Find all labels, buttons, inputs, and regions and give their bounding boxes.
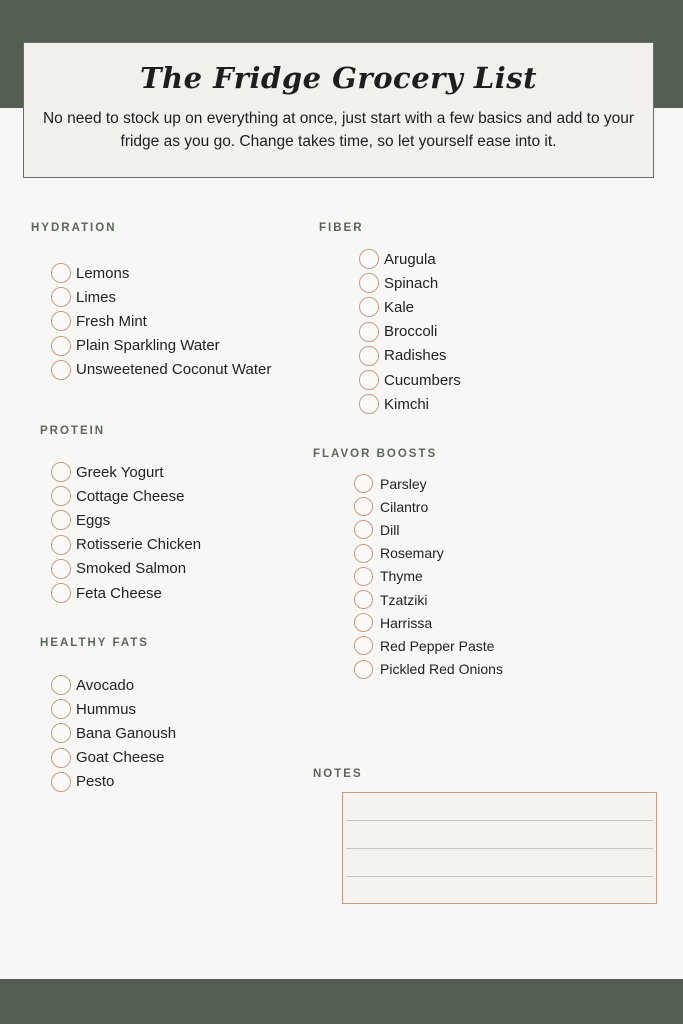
checkbox-circle-icon[interactable]: [51, 336, 71, 356]
list-item[interactable]: [354, 565, 503, 588]
section-fiber: [319, 222, 461, 416]
checkbox-circle-icon[interactable]: [51, 360, 71, 380]
hydration-list: [51, 261, 271, 382]
checkbox-circle-icon[interactable]: [354, 497, 373, 516]
list-item[interactable]: [51, 721, 176, 745]
checkbox-circle-icon[interactable]: [51, 486, 71, 506]
list-item[interactable]: [51, 746, 176, 770]
checkbox-circle-icon[interactable]: [51, 699, 71, 719]
item-label: Arugula: [384, 250, 436, 268]
list-item[interactable]: [354, 611, 503, 634]
checkbox-circle-icon[interactable]: [51, 583, 71, 603]
item-label: Smoked Salmon: [76, 560, 187, 578]
list-item[interactable]: [354, 472, 503, 495]
list-item[interactable]: [359, 392, 461, 416]
checkbox-circle-icon[interactable]: [51, 675, 71, 695]
checkbox-circle-icon[interactable]: [354, 474, 373, 493]
section-protein: [40, 425, 201, 605]
checkbox-circle-icon[interactable]: [359, 249, 379, 269]
item-label: Pesto: [76, 773, 115, 791]
list-item[interactable]: [359, 247, 461, 271]
list-item[interactable]: [354, 658, 503, 681]
notes-line: [346, 848, 653, 849]
checkbox-circle-icon[interactable]: [51, 772, 71, 792]
item-label: Cottage Cheese: [76, 487, 185, 505]
checkbox-circle-icon[interactable]: [359, 297, 379, 317]
notes-box[interactable]: [342, 792, 657, 904]
checkbox-circle-icon[interactable]: [51, 287, 71, 307]
bottom-band: [0, 979, 683, 1024]
section-healthy-fats: [40, 637, 176, 794]
item-label: Radishes: [384, 347, 447, 365]
item-label: Feta Cheese: [76, 584, 162, 602]
list-item[interactable]: [51, 581, 201, 605]
item-label: Rotisserie Chicken: [76, 536, 202, 554]
list-item[interactable]: [51, 557, 201, 581]
item-label: Kimchi: [384, 395, 430, 413]
list-item[interactable]: [51, 285, 271, 309]
item-label: Plain Sparkling Water: [76, 337, 220, 355]
list-item[interactable]: [51, 673, 176, 697]
item-label: Limes: [76, 288, 117, 306]
list-item[interactable]: [359, 320, 461, 344]
item-label: Parsley: [380, 475, 427, 492]
item-label: Avocado: [76, 676, 135, 694]
item-label: Bana Ganoush: [76, 724, 177, 742]
list-item[interactable]: [359, 344, 461, 368]
list-item[interactable]: [359, 295, 461, 319]
notes-line: [346, 820, 653, 821]
item-label: Greek Yogurt: [76, 463, 164, 481]
protein-list: [51, 460, 201, 605]
item-label: Goat Cheese: [76, 749, 165, 767]
checkbox-circle-icon[interactable]: [51, 559, 71, 579]
list-item[interactable]: [51, 261, 271, 285]
checkbox-circle-icon[interactable]: [354, 544, 373, 563]
list-item[interactable]: [51, 358, 271, 382]
list-item[interactable]: [354, 634, 503, 657]
list-item[interactable]: [354, 542, 503, 565]
item-label: Broccoli: [384, 323, 438, 341]
list-item[interactable]: [354, 518, 503, 541]
checkbox-circle-icon[interactable]: [359, 346, 379, 366]
list-item[interactable]: [354, 588, 503, 611]
item-label: Pickled Red Onions: [380, 661, 503, 678]
page-subtitle: No need to stock up on everything at once, just start with a few basics and add to your fridge as you go. Change takes time, so let yourself ease into it.: [42, 110, 635, 150]
list-item[interactable]: [51, 533, 201, 557]
header-card: [23, 42, 654, 178]
item-label: Spinach: [384, 274, 439, 292]
notes-line: [346, 876, 653, 877]
checkbox-circle-icon[interactable]: [51, 462, 71, 482]
checkbox-circle-icon[interactable]: [359, 394, 379, 414]
checkbox-circle-icon[interactable]: [51, 723, 71, 743]
checkbox-circle-icon[interactable]: [51, 748, 71, 768]
list-item[interactable]: [354, 495, 503, 518]
list-item[interactable]: [51, 770, 176, 794]
list-item[interactable]: [51, 334, 271, 358]
checkbox-circle-icon[interactable]: [354, 567, 373, 586]
section-title-flavor-boosts: FLAVOR BOOSTS: [313, 448, 438, 460]
section-flavor-boosts: [313, 448, 503, 681]
healthy-fats-list: [51, 673, 176, 794]
checkbox-circle-icon[interactable]: [354, 660, 373, 679]
checkbox-circle-icon[interactable]: [51, 311, 71, 331]
checkbox-circle-icon[interactable]: [354, 590, 373, 609]
checkbox-circle-icon[interactable]: [51, 535, 71, 555]
list-item[interactable]: [51, 508, 201, 532]
checkbox-circle-icon[interactable]: [359, 322, 379, 342]
section-hydration: [31, 222, 271, 382]
list-item[interactable]: [359, 271, 461, 295]
section-notes: [313, 768, 363, 780]
fiber-list: [359, 247, 461, 416]
checkbox-circle-icon[interactable]: [354, 520, 373, 539]
checkbox-circle-icon[interactable]: [51, 510, 71, 530]
list-item[interactable]: [359, 368, 461, 392]
item-label: Red Pepper Paste: [380, 637, 495, 654]
list-item[interactable]: [51, 309, 271, 333]
item-label: Unsweetened Coconut Water: [76, 361, 272, 379]
checkbox-circle-icon[interactable]: [359, 273, 379, 293]
item-label: Eggs: [76, 511, 111, 529]
checkbox-circle-icon[interactable]: [359, 370, 379, 390]
section-title-fiber: FIBER: [319, 222, 364, 234]
item-label: Hummus: [76, 700, 137, 718]
section-title-protein: PROTEIN: [40, 425, 106, 437]
item-label: Lemons: [76, 264, 130, 282]
item-label: Dill: [380, 521, 400, 538]
checkbox-circle-icon[interactable]: [354, 636, 373, 655]
item-label: Fresh Mint: [76, 312, 147, 330]
item-label: Cucumbers: [384, 371, 461, 389]
flavor-boosts-list: [354, 472, 503, 681]
list-item[interactable]: [51, 460, 201, 484]
section-title-healthy-fats: HEALTHY FATS: [40, 637, 149, 649]
item-label: Harrissa: [380, 614, 433, 631]
checkbox-circle-icon[interactable]: [354, 613, 373, 632]
section-title-hydration: HYDRATION: [31, 222, 117, 234]
checkbox-circle-icon[interactable]: [51, 263, 71, 283]
item-label: Tzatziki: [380, 591, 428, 608]
list-item[interactable]: [51, 484, 201, 508]
section-title-notes: NOTES: [313, 768, 363, 780]
list-item[interactable]: [51, 697, 176, 721]
page-title: The Fridge Grocery List: [139, 61, 538, 95]
item-label: Cilantro: [380, 498, 429, 515]
item-label: Kale: [384, 298, 415, 316]
item-label: Rosemary: [380, 545, 444, 562]
item-label: Thyme: [380, 568, 423, 585]
